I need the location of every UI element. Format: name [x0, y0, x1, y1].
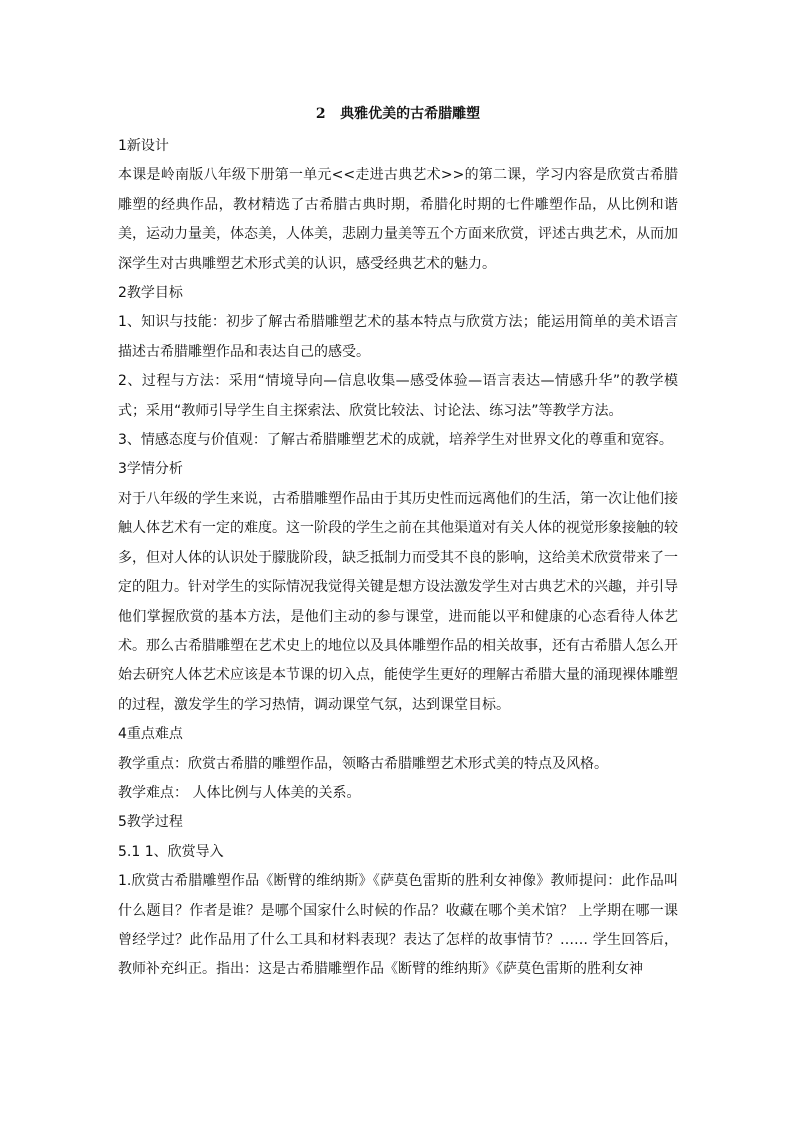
- section-heading: 1新设计: [118, 138, 169, 154]
- section-teaching-process: [118, 808, 678, 984]
- subheading: 5.1 1、欣赏导入: [118, 843, 224, 860]
- section-teaching-objectives: [118, 279, 678, 455]
- document-page: [118, 100, 678, 985]
- section-heading: 2教学目标: [118, 285, 183, 302]
- paragraph: 2、过程与方法：采用“情境导向—信息收集—感受体验—语言表达—情感升华”的教学模式；采用“教师引导学生自主探索法、欣赏比较法、讨论法、练习法”等教学方法。: [118, 373, 678, 419]
- document-title: 2 典雅优美的古希腊雕塑: [315, 106, 481, 122]
- section-heading: 5教学过程: [118, 814, 183, 831]
- section-new-design: [118, 132, 678, 279]
- paragraph: 教学重点：欣赏古希腊的雕塑作品，领略古希腊雕塑艺术形式美的特点及风格。: [118, 755, 608, 772]
- paragraph: 教学难点： 人体比例与人体美的关系。: [118, 784, 361, 801]
- paragraph: 本课是岭南版八年级下册第一单元<<走进古典艺术>>的第二课，学习内容是欣赏古希腊雕塑的经典作品，教材精选了古希腊古典时期，希腊化时期的七件雕塑作品，从比例和谐美，运动力量美，体态美，人体美，悲剧力量美等五个方面来欣赏，评述古典艺术，从而加深学生对古典雕塑艺术形式美的认识，感受经典艺术的魅力。: [118, 167, 678, 272]
- section-key-points: [118, 720, 678, 808]
- section-heading: 4重点难点: [118, 726, 183, 743]
- paragraph: 1、知识与技能：初步了解古希腊雕塑艺术的基本特点与欣赏方法；能运用简单的美术语言描述古希腊雕塑作品和表达自己的感受。: [118, 314, 678, 360]
- section-heading: 3学情分析: [118, 461, 183, 478]
- section-learner-analysis: [118, 455, 678, 720]
- paragraph: 1.欣赏古希腊雕塑作品《断臂的维纳斯》《萨莫色雷斯的胜利女神像》教师提问：此作品叫什么题目？作者是谁？是哪个国家什么时候的作品？收藏在哪个美术馆？ 上学期在哪一课曾经学过？此作品用了什么工具和材料表现？表达了怎样的故事情节？…… 学生回答后，教师补充纠正。指出：这是古希腊雕塑作品《断臂的维纳斯》《萨莫色雷斯的胜利女神: [118, 873, 678, 978]
- paragraph: 对于八年级的学生来说，古希腊雕塑作品由于其历史性而远离他们的生活，第一次让他们接触人体艺术有一定的难度。这一阶段的学生之前在其他渠道对有关人体的视觉形象接触的较多，但对人体的认识处于朦胧阶段，缺乏抵制力而受其不良的影响，这给美术欣赏带来了一定的阻力。针对学生的实际情况我觉得关键是想方设法激发学生对古典艺术的兴趣，并引导他们掌握欣赏的基本方法，是他们主动的参与课堂，进而能以平和健康的心态看待人体艺术。那么古希腊雕塑在艺术史上的地位以及具体雕塑作品的相关故事，还有古希腊人怎么开始去研究人体艺术应该是本节课的切入点，能使学生更好的理解古希腊大量的涌现裸体雕塑的过程，激发学生的学习热情，调动课堂气氛，达到课堂目标。: [118, 490, 678, 713]
- paragraph: 3、情感态度与价值观：了解古希腊雕塑艺术的成就，培养学生对世界文化的尊重和宽容。: [118, 432, 673, 449]
